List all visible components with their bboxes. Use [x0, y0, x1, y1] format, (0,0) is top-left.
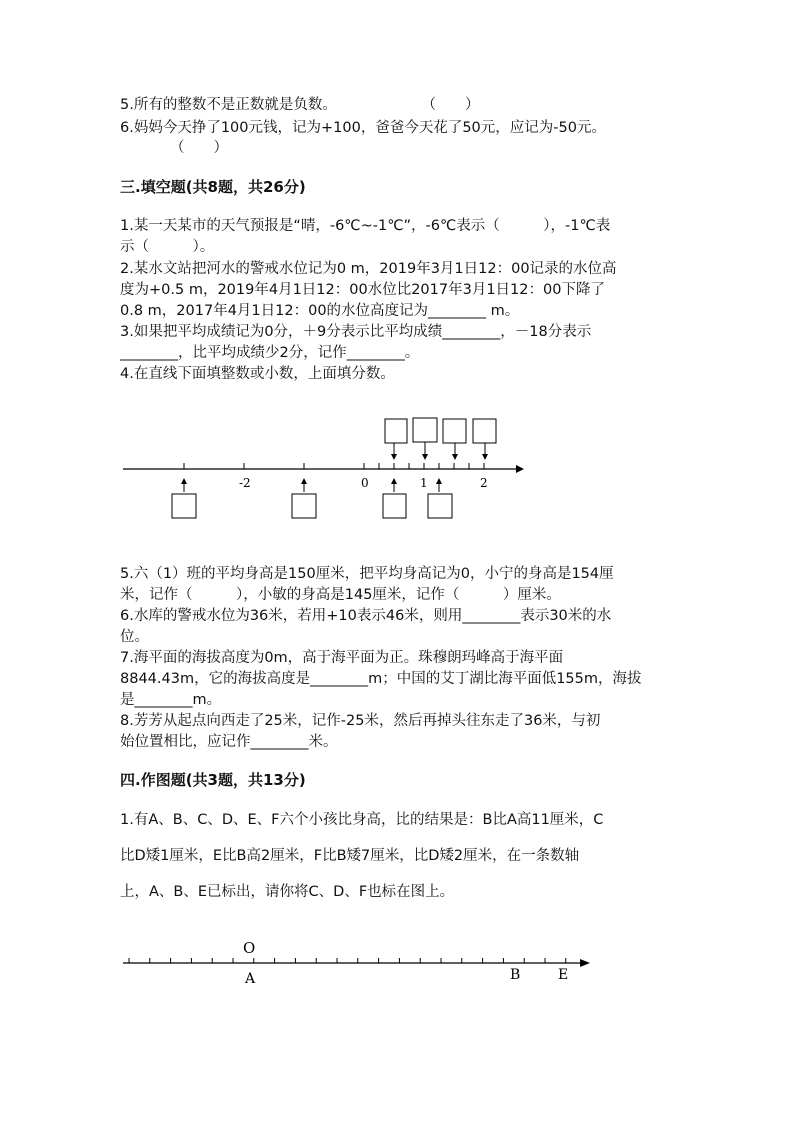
lower-answer-box-1[interactable]	[172, 478, 196, 518]
judge-q6-answer-paren[interactable]: （ ）	[170, 140, 228, 156]
ticks-2	[129, 958, 566, 963]
ticks	[184, 463, 484, 469]
tick-label-1: 1	[420, 476, 428, 490]
s4-line-3: 上，A、B、E已标出，请你将C、D、F也标在图上。	[120, 884, 455, 900]
upper-answer-box-1[interactable]	[385, 419, 407, 460]
tick-label-neg2: -2	[239, 476, 251, 490]
tick-label-0: 0	[361, 476, 369, 490]
s3-line-3: 2.某水文站把河水的警戒水位记为0 m，2019年3月1日12：00记录的水位高	[120, 261, 617, 277]
s3-line-11: 6.水库的警戒水位为36米，若用+10表示46米，则用________表示30米的水	[120, 608, 612, 624]
axis-arrow-icon	[516, 465, 524, 473]
s3-line-15: 是________m。	[120, 692, 222, 708]
lower-answer-box-4[interactable]	[428, 478, 452, 518]
s3-line-1: 1.某一天某市的天气预报是“晴，-6℃~-1℃”，-6℃表示（ ），-1℃表	[120, 218, 611, 234]
upper-answer-box-2[interactable]	[413, 418, 437, 460]
s3-line-8: 4.在直线下面填整数或小数，上面填分数。	[120, 366, 395, 382]
judge-q6-text: 6.妈妈今天挣了100元钱，记为+100，爸爸今天花了50元，应记为-50元。	[120, 120, 606, 136]
section4-title: 四.作图题(共3题，共13分)	[120, 771, 306, 789]
s3-line-9: 5.六（1）班的平均身高是150厘米，把平均身高记为0，小宁的身高是154厘	[120, 566, 614, 582]
axis-arrow-icon-2	[580, 959, 590, 967]
s3-line-14: 8844.43m，它的海拔高度是________m；中国的艾丁湖比海平面低155m，海拔	[120, 671, 642, 687]
s3-line-7: ________，比平均成绩少2分，记作________。	[120, 345, 420, 361]
upper-answer-box-4[interactable]	[473, 419, 496, 460]
judge-q5	[120, 95, 479, 115]
s3-line-10: 米，记作（ ），小敏的身高是145厘米，记作（ ）厘米。	[120, 587, 561, 603]
number-line-figure-2[interactable]	[0, 935, 794, 995]
s4-line-2: 比D矮1厘米，E比B高2厘米，F比B矮7厘米，比D矮2厘米，在一条数轴	[120, 848, 580, 864]
tick-label-2: 2	[480, 476, 488, 490]
s3-line-5: 0.8 m，2017年4月1日12：00的水位高度记为________ m。	[120, 303, 520, 319]
number-line-figure-1	[0, 410, 794, 550]
point-label-e: E	[558, 967, 569, 983]
judge-q5-answer-paren[interactable]: （ ）	[421, 97, 480, 113]
s3-line-13: 7.海平面的海拔高度为0m，高于海平面为正。珠穆朗玛峰高于海平面	[120, 650, 564, 666]
upper-answer-box-3[interactable]	[443, 419, 466, 460]
lower-answer-box-2[interactable]	[292, 478, 316, 518]
s3-line-16: 8.芳芳从起点向西走了25米，记作-25米，然后再掉头往东走了36米，与初	[120, 713, 601, 729]
s3-line-2: 示（ ）。	[120, 239, 215, 255]
section3-title: 三.填空题(共8题，共26分)	[120, 178, 306, 196]
s4-line-1: 1.有A、B、C、D、E、F六个小孩比身高，比的结果是：B比A高11厘米，C	[120, 812, 604, 828]
origin-label: O	[243, 939, 256, 957]
s3-line-4: 度为+0.5 m，2019年4月1日12：00水位比2017年3月1日12：00下降了	[120, 282, 605, 298]
point-label-b: B	[510, 967, 521, 983]
judge-q5-text: 5.所有的整数不是正数就是负数。	[120, 97, 337, 113]
lower-answer-box-3[interactable]	[383, 478, 406, 518]
s3-line-12: 位。	[120, 629, 149, 645]
s3-line-17: 始位置相比，应记作________米。	[120, 734, 338, 750]
s3-line-6: 3.如果把平均成绩记为0分，＋9分表示比平均成绩________，－18分表示	[120, 324, 592, 340]
point-label-a: A	[245, 971, 256, 987]
